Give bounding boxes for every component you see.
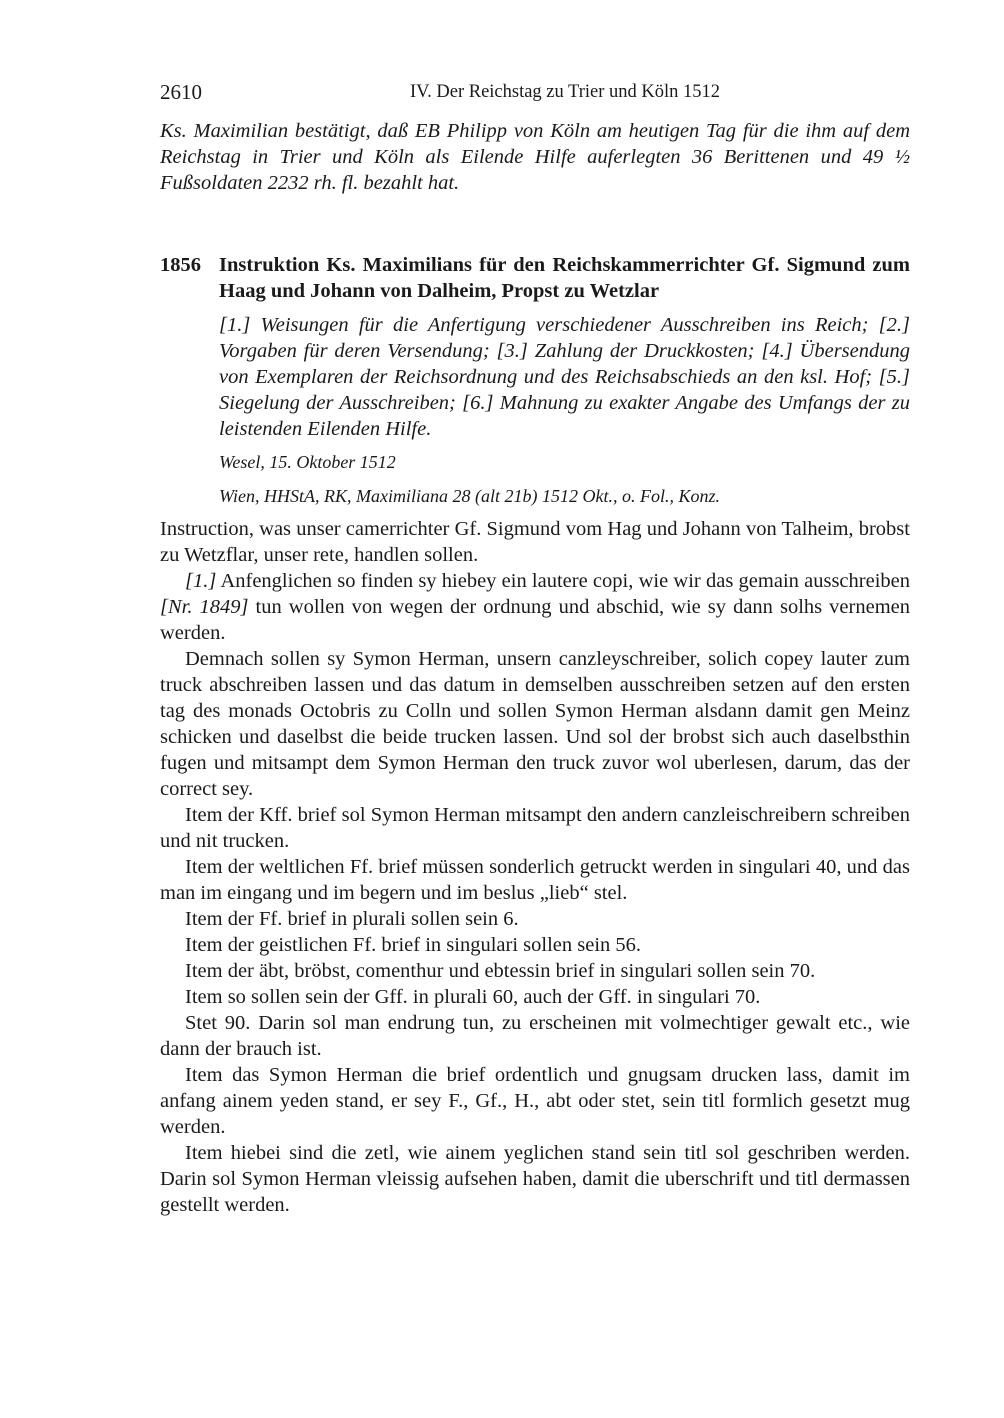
text-run: tun wollen von wegen der ordnung und abschid, wie sy dann solhs vernemen werden. (160, 596, 910, 644)
source-citation: Wien, HHStA, RK, Maximiliana 28 (alt 21b) 1512 Okt., o. Fol., Konz. (219, 486, 720, 506)
document-number: 1856 (160, 254, 201, 276)
previous-document-regest: Ks. Maximilian bestätigt, daß EB Philipp von Köln am heutigen Tag für die ihm auf dem Reichstag in Trier und Köln als Eilende Hilfe auferlegten 36 Berittenen und 49 ½ Fußsoldaten 2232 rh. fl. bezahlt hat. (160, 120, 910, 194)
document-heading (160, 252, 910, 304)
text-paragraph: Item hiebei sind die zetl, wie ainem yeglichen stand sein titl sol geschriben werden. Darin sol Symon Herman vleissig aufsehen haben, damit die uberschrift und titl dermassen gestellt werden. (160, 1142, 910, 1216)
place-date: Wesel, 15. Oktober 1512 (219, 452, 396, 472)
section-marker: [1.] (185, 570, 217, 592)
document-title: Instruktion Ks. Maximilians für den Reichskammerrichter Gf. Sigmund zum Haag und Johann von Dalheim, Propst zu Wetzlar (219, 254, 910, 302)
text-run: Anfenglichen so finden sy hiebey ein lautere copi, wie wir das gemain ausschreiben (216, 570, 910, 592)
text-paragraph: Instruction, was unser camerrichter Gf. Sigmund vom Hag und Johann von Talheim, brobst zu Wetzflar, unser rete, handlen sollen. (160, 518, 910, 566)
text-paragraph (160, 568, 910, 646)
text-paragraph: Item das Symon Herman die brief ordentlich und gnugsam drucken lass, damit im anfang ainem yeden stand, er sey F., Gf., H., abt oder stet, sein titl formlich gesetzt mug werden. (160, 1064, 910, 1138)
cross-reference: [Nr. 1849] (160, 596, 249, 618)
edited-text (160, 516, 910, 1218)
document-page (160, 78, 910, 1218)
running-header (160, 78, 910, 108)
text-paragraph: Item der Kff. brief sol Symon Herman mitsampt den andern canzleischreibern schreiben und nit trucken. (160, 804, 910, 852)
text-paragraph: Demnach sollen sy Symon Herman, unsern canzleyschreiber, solich copey lauter zum truck abschreiben lassen und das datum in demselben ausschreiben setzen auf den ersten tag des monads Octobris zu Colln und sollen Symon Herman alsdann damit gen Meinz schicken und daselbst die beide trucken lassen. Und sol der brobst sich auch daselbsthin fugen und mitsampt dem Symon Herman den truck zuvor wol uberlesen, darum, das der correct sey. (160, 648, 910, 800)
page-number: 2610 (160, 80, 202, 104)
running-title: IV. Der Reichstag zu Trier und Köln 1512 (409, 82, 721, 102)
text-paragraph: Stet 90. Darin sol man endrung tun, zu erscheinen mit volmechtiger gewalt etc., wie dann der brauch ist. (160, 1012, 910, 1060)
text-paragraph: Item der geistlichen Ff. brief in singulari sollen sein 56. (185, 934, 642, 956)
text-paragraph: Item so sollen sein der Gff. in plurali 60, auch der Gff. in singulari 70. (185, 986, 761, 1008)
document-regest: [1.] Weisungen für die Anfertigung verschiedener Ausschreiben ins Reich; [2.] Vorgaben für deren Versendung; [3.] Zahlung der Druckkosten; [4.] Übersendung von Exemplaren der Reichsordnung und des Reichsabschieds an den ksl. Hof; [5.] Siegelung der Ausschreiben; [6.] Mahnung zu exakter Angabe des Umfangs der zu leistenden Eilenden Hilfe. (219, 314, 910, 440)
text-paragraph: Item der äbt, bröbst, comenthur und ebtessin brief in singulari sollen sein 70. (185, 960, 816, 982)
text-paragraph: Item der Ff. brief in plurali sollen sein 6. (185, 908, 519, 930)
text-paragraph: Item der weltlichen Ff. brief müssen sonderlich getruckt werden in singulari 40, und das man im eingang und im begern und im beslus „lieb“ stel. (160, 856, 910, 904)
